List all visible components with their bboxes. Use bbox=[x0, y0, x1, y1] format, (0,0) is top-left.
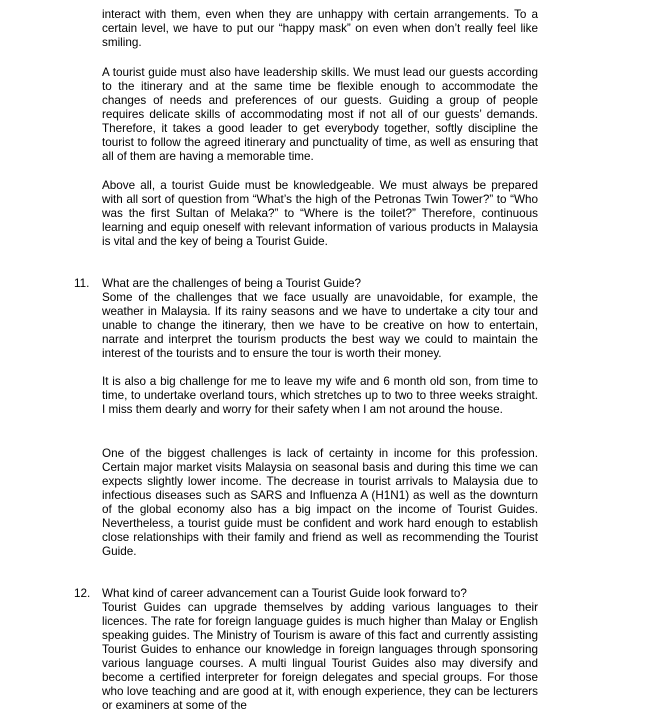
paragraph-income-challenge: One of the biggest challenges is lack of certainty in income for this profession. Certain major market visits Malaysia on seasonal basis and during this time we can expects slightly lower income. The decrease in tourist arrivals to Malaysia due to infectious diseases such as SARS and Influenza A (H1N1) as well as the downturn of the global economy also has a big impact on the income of Tourist Guides. Nevertheless, a tourist guide must be confident and work hard enough to establish close relationships with their family and friend as well as recommending the Tourist Guide. bbox=[102, 447, 538, 558]
question-12-heading: What kind of career advancement can a Tourist Guide look forward to? bbox=[102, 587, 467, 600]
paragraph-weather-challenge: Some of the challenges that we face usually are unavoidable, for example, the weather in Malaysia. If its rainy seasons and we have to undertake a city tour and unable to change the itinerary, then we have to be creative on how to entertain, narrate and interpret the tourism products the best way we could to maintain the interest of the tourists and to ensure the tour is worth their money. bbox=[102, 291, 538, 360]
question-12-number: 12. bbox=[74, 587, 91, 600]
paragraph-career-advancement: Tourist Guides can upgrade themselves by adding various languages to their licences. The rate for foreign language guides is much higher than Malay or English speaking guides. The Ministry of Tourism is aware of this fact and currently assisting Tourist Guides to enhance our knowledge in foreign languages through sponsoring various language courses. A multi lingual Tourist Guides also may diversify and become a certified interpreter for foreign delegates and special groups. For those who love teaching and are good at it, with enough experience, they can be lecturers or examiners at some of the bbox=[102, 601, 538, 712]
paragraph-knowledgeable: Above all, a tourist Guide must be knowledgeable. We must always be prepared with all sort of question from “What’s the high of the Petronas Twin Tower?” to “Who was the first Sultan of Melaka?” to “Where is the toilet?” Therefore, continuous learning and equip oneself with relevant information of various products in Malaysia is vital and the key of being a Tourist Guide. bbox=[102, 179, 538, 248]
paragraph-happy-mask: interact with them, even when they are unhappy with certain arrangements. To a certain level, we have to put our “happy mask” on even when don’t really feel like smiling. bbox=[102, 8, 538, 49]
paragraph-leadership: A tourist guide must also have leadership skills. We must lead our guests according to the itinerary and at the same time be flexible enough to accommodate the changes of needs and preferences of our guests. Guiding a group of people requires delicate skills of accommodating most if not all of our guests’ demands. Therefore, it takes a good leader to get everybody together, softly discipline the tourist to follow the agreed itinerary and punctuality of time, as well as ensuring that all of them are having a memorable time. bbox=[102, 66, 538, 163]
paragraph-family-challenge: It is also a big challenge for me to leave my wife and 6 month old son, from time to time, to undertake overland tours, which stretches up to two to three weeks straight. I miss them dearly and worry for their safety when I am not around the house. bbox=[102, 375, 538, 416]
question-11-number: 11. bbox=[74, 277, 90, 290]
question-11-heading: What are the challenges of being a Tourist Guide? bbox=[102, 277, 362, 290]
